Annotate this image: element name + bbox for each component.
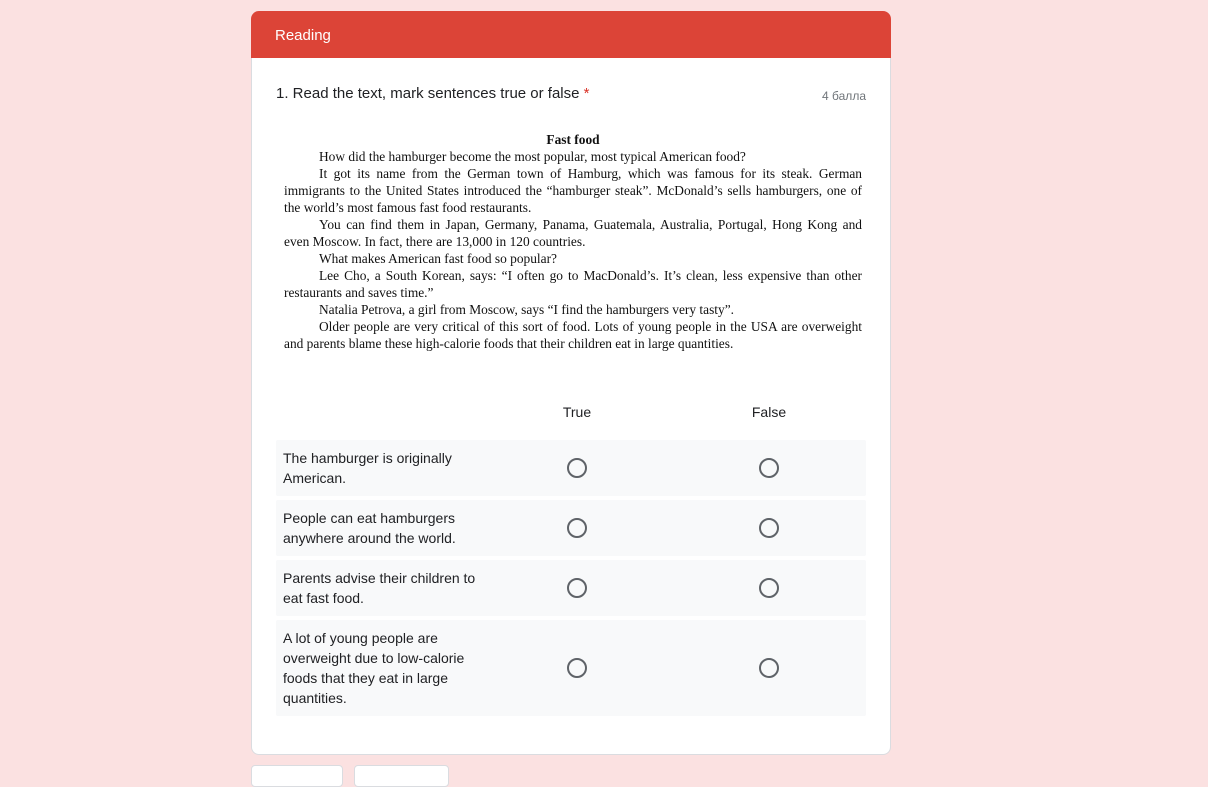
question-card (251, 58, 891, 755)
grid-row-label: A lot of young people are overweight due to low-calorie foods that they eat in large quantities. (283, 630, 465, 706)
reading-paragraph: Lee Cho, a South Korean, says: “I often go to MacDonald’s. It’s clean, less expensive than other restaurants and saves time.” (284, 268, 862, 300)
radio-unchecked-icon[interactable] (567, 658, 587, 678)
section-header (251, 11, 891, 59)
grid-row (276, 560, 866, 616)
grid-row (276, 500, 866, 556)
section-title: Reading (275, 26, 331, 44)
reading-paragraph: Natalia Petrova, a girl from Moscow, says “I find the hamburgers very tasty”. (319, 302, 734, 317)
reading-paragraph: It got its name from the German town of Hamburg, which was famous for its steak. German immigrants to the United States introduced the “hamburger steak”. McDonald’s sells hamburgers, one of the world’s most famous fast food restaurants. (284, 166, 862, 215)
points-label: 4 балла (822, 89, 866, 103)
column-header-false: False (751, 404, 787, 420)
reading-paragraph: You can find them in Japan, Germany, Panama, Guatemala, Australia, Portugal, Hong Kong and even Moscow. In fact, there are 13,000 in 120 countries. (284, 217, 862, 249)
reading-paragraph: How did the hamburger become the most popular, most typical American food? (319, 149, 746, 164)
grid-row-label: Parents advise their children to eat fast food. (283, 570, 476, 606)
reading-text-image (284, 131, 862, 352)
grid-row (276, 440, 866, 496)
radio-unchecked-icon[interactable] (567, 578, 587, 598)
radio-unchecked-icon[interactable] (567, 518, 587, 538)
question-title-wrap (276, 85, 590, 102)
reading-paragraph: Older people are very critical of this sort of food. Lots of young people in the USA are overweight and parents blame these high-calorie foods that their children eat in large quantities. (284, 319, 862, 351)
radio-unchecked-icon[interactable] (759, 578, 779, 598)
question-title: 1. Read the text, mark sentences true or false (276, 85, 580, 102)
grid-row-label: The hamburger is originally American. (283, 450, 452, 486)
back-button[interactable] (251, 765, 343, 787)
required-asterisk: * (583, 85, 590, 102)
radio-unchecked-icon[interactable] (759, 658, 779, 678)
radio-unchecked-icon[interactable] (759, 458, 779, 478)
radio-unchecked-icon[interactable] (567, 458, 587, 478)
reading-title: Fast food (546, 132, 600, 147)
grid-row-label: People can eat hamburgers anywhere around the world. (283, 510, 456, 546)
next-button[interactable] (354, 765, 449, 787)
grid-row (276, 620, 866, 716)
reading-paragraph: What makes American fast food so popular? (319, 251, 557, 266)
column-header-true: True (562, 404, 592, 420)
radio-unchecked-icon[interactable] (759, 518, 779, 538)
